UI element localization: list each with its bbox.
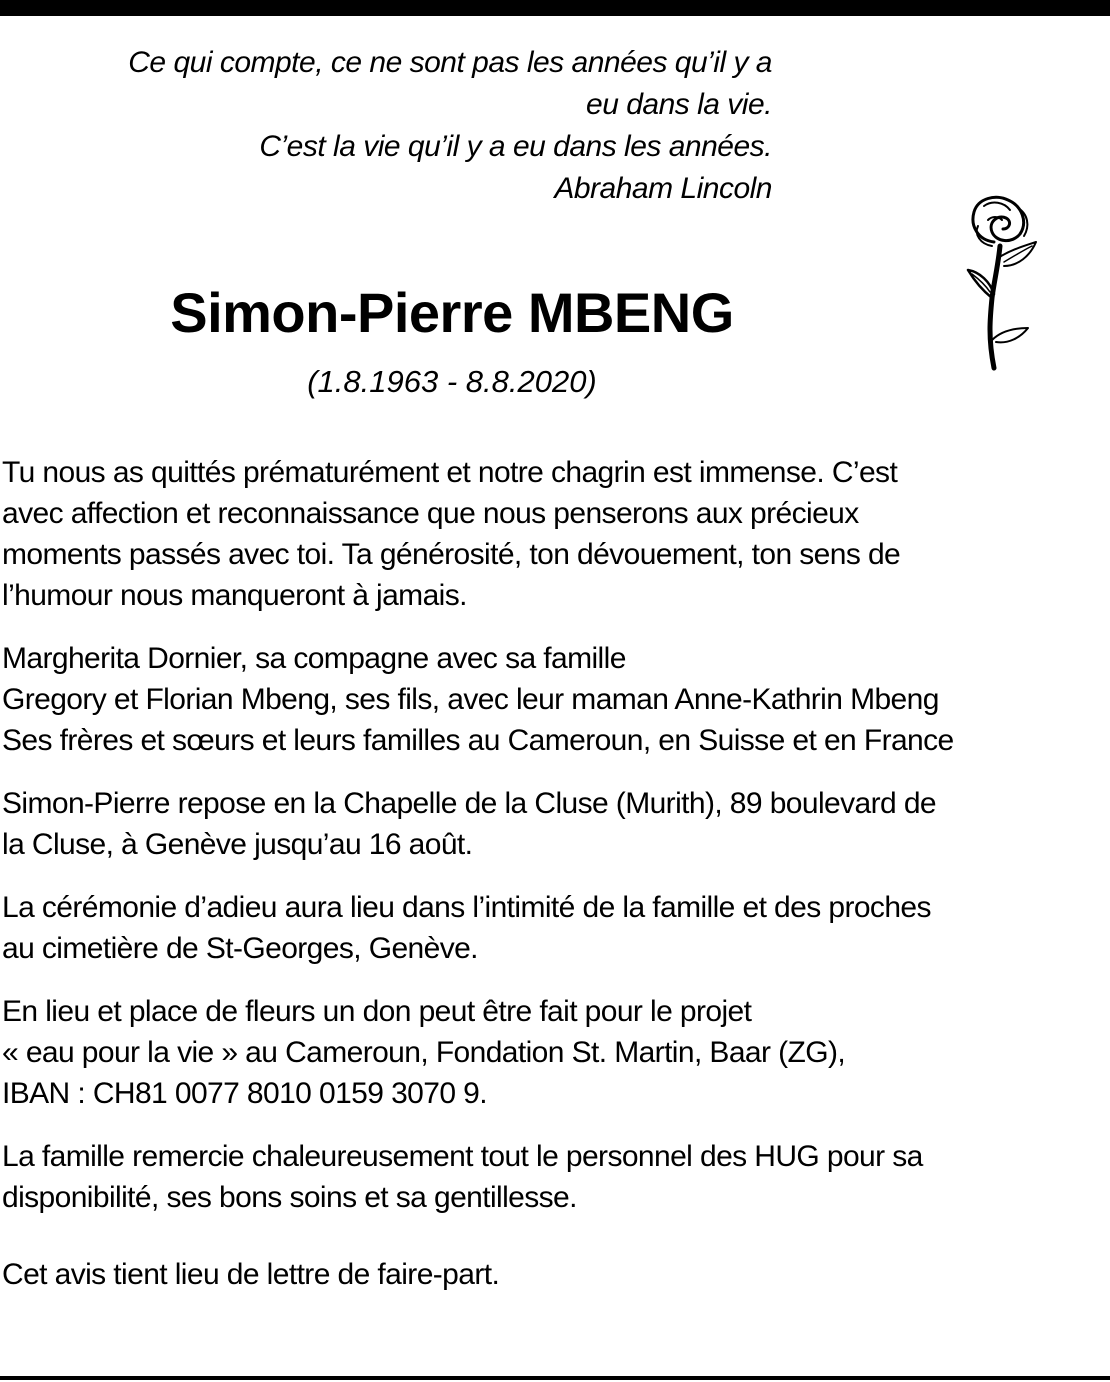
rose-icon (948, 186, 1048, 376)
text-line: Margherita Dornier, sa compagne avec sa famille (2, 642, 626, 675)
obituary-body (2, 452, 1108, 1295)
text-line: Cet avis tient lieu de lettre de faire-part. (2, 1258, 500, 1291)
life-dates: (1.8.1963 - 8.8.2020) (307, 364, 597, 399)
paragraph-family (2, 638, 1108, 761)
text-line: Ses frères et sœurs et leurs familles au Cameroun, en Suisse et en France (2, 724, 954, 757)
text-line-content: Tu nous as quittés prématurément et notre chagrin est immense. C’est (2, 456, 898, 489)
text-line: Simon-Pierre repose en la Chapelle de la Cluse (Murith), 89 boulevard de (2, 787, 936, 820)
text-line: En lieu et place de fleurs un don peut être fait pour le projet (2, 995, 752, 1028)
paragraph-notice (2, 1254, 1108, 1295)
paragraph-donation (2, 991, 1108, 1114)
text-line: avec affection et reconnaissance que nous penserons aux précieux (2, 497, 859, 530)
paragraph-ceremony (2, 887, 1108, 969)
top-border (0, 0, 1110, 16)
iban-line: IBAN : CH81 0077 8010 0159 3070 9. (2, 1077, 487, 1110)
epigraph-quote (0, 42, 772, 210)
text-line: Gregory et Florian Mbeng, ses fils, avec leur maman Anne-Kathrin Mbeng (2, 683, 939, 716)
text-line: disponibilité, ses bons soins et sa gentillesse. (2, 1181, 577, 1214)
text-line: au cimetière de St-Georges, Genève. (2, 932, 478, 965)
quote-line: Ce qui compte, ce ne sont pas les années qu’il y a (128, 46, 772, 79)
paragraph-rest-place (2, 783, 1108, 865)
text-line: la Cluse, à Genève jusqu’au 16 août. (2, 828, 473, 861)
quote-line: C’est la vie qu’il y a eu dans les années. (259, 130, 772, 163)
text-line (2, 452, 1108, 493)
paragraph-tribute (2, 452, 1108, 616)
text-line: l’humour nous manqueront à jamais. (2, 579, 467, 612)
deceased-name: Simon-Pierre MBENG (170, 281, 734, 344)
paragraph-thanks (2, 1136, 1108, 1218)
bottom-border (0, 1376, 1110, 1380)
quote-author: Abraham Lincoln (554, 172, 772, 205)
quote-line: eu dans la vie. (586, 88, 772, 121)
text-line: « eau pour la vie » au Cameroun, Fondation St. Martin, Baar (ZG), (2, 1036, 846, 1069)
text-line: La cérémonie d’adieu aura lieu dans l’intimité de la famille et des proches (2, 891, 931, 924)
text-line: moments passés avec toi. Ta générosité, ton dévouement, ton sens de (2, 538, 901, 571)
text-line: La famille remercie chaleureusement tout le personnel des HUG pour sa (2, 1140, 923, 1173)
